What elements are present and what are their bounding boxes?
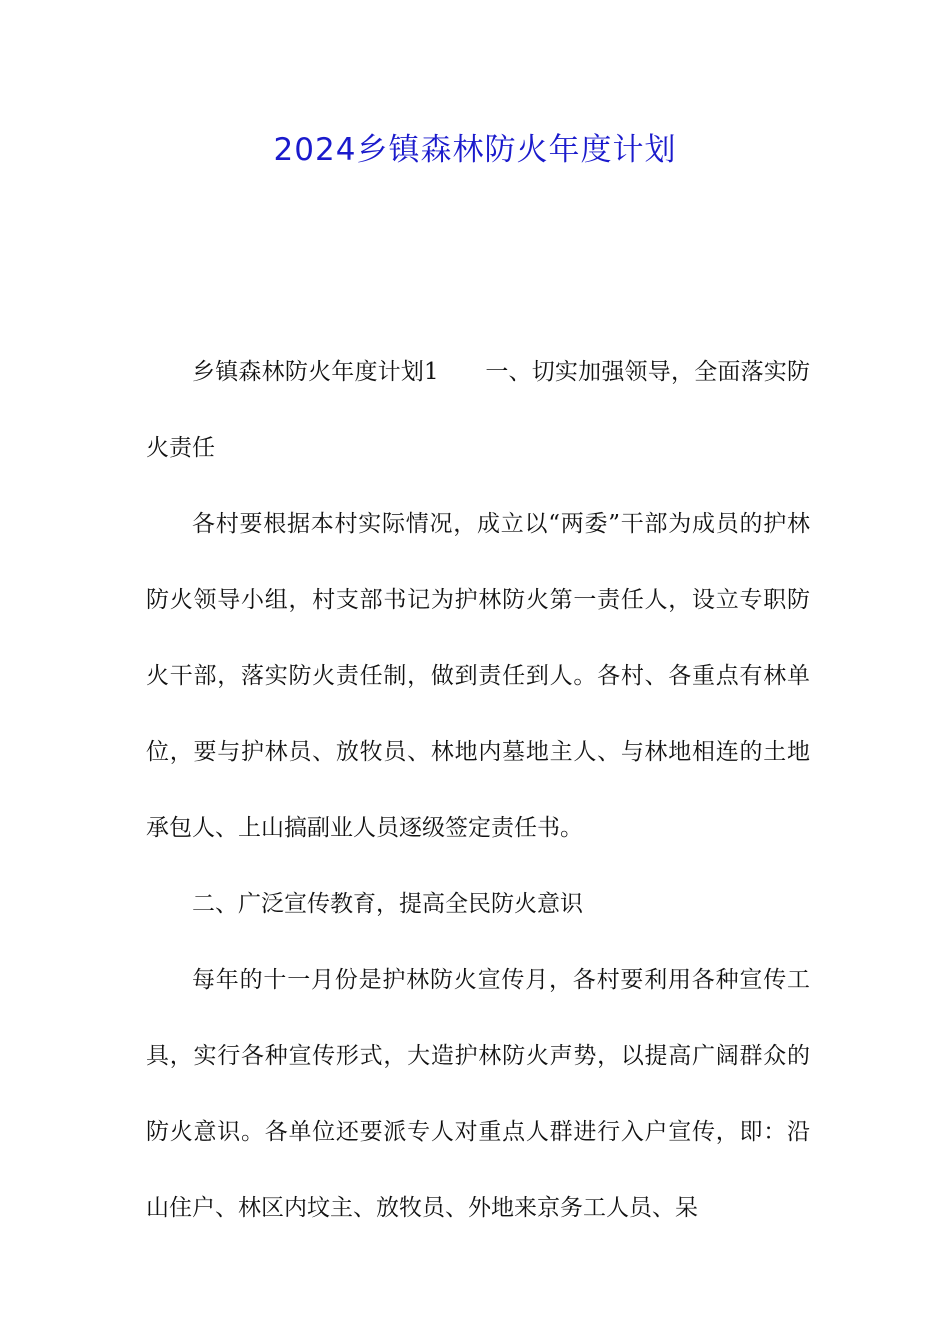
paragraph-leadership: 各村要根据本村实际情况，成立以“两委”干部为成员的护林防火领导小组，村支部书记为护林防火第一责任人，设立专职防火干部，落实防火责任制，做到责任到人。各村、各重点有林单位，要与护林员、放牧员、林地内墓地主人、与林地相连的土地承包人、上山搞副业人员逐级签定责任书。 bbox=[146, 511, 810, 841]
paragraph-publicity: 每年的十一月份是护林防火宣传月，各村要利用各种宣传工具，实行各种宣传形式，大造护林防火声势，以提高广阔群众的防火意识。各单位还要派专人对重点人群进行入户宣传，即：沿山住户、林区内坟主、放牧员、外地来京务工人员、呆 bbox=[146, 967, 810, 1221]
paragraph-heading-publicity: 二、广泛宣传教育，提高全民防火意识 bbox=[192, 891, 583, 917]
document-body bbox=[146, 334, 810, 1246]
document-title: 2024乡镇森林防火年度计划 bbox=[273, 132, 677, 168]
paragraph-intro: 乡镇森林防火年度计划1 一、切实加强领导，全面落实防火责任 bbox=[146, 359, 810, 461]
